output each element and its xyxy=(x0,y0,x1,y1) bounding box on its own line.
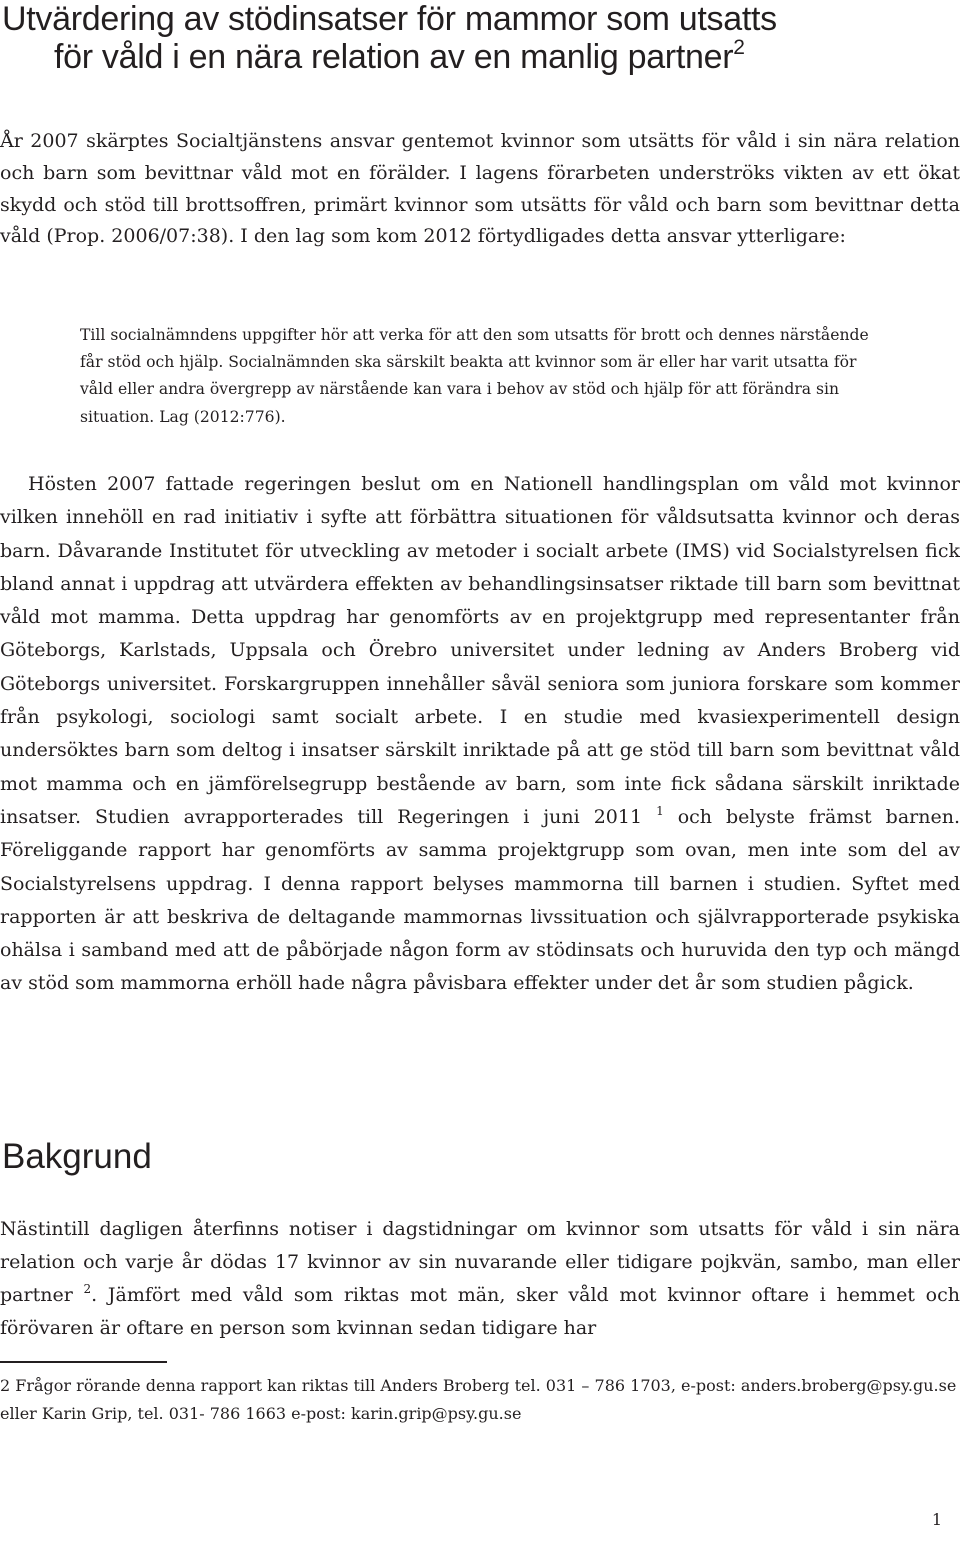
page-number: 1 xyxy=(931,1510,942,1529)
main-paragraph xyxy=(0,468,960,1001)
page-title xyxy=(0,0,960,76)
background-paragraph-text: Nästintill dagligen återfinns notiser i dagstidningar om kvinnor som utsatts för våld i sin nära relation och varje år dödas 17 kvinnor av sin nuvarande eller tidigare pojkvän, sambo, man eller partner xyxy=(0,1218,960,1306)
title-line-1: Utvärdering av stödinsatser för mammor som utsatts xyxy=(2,0,777,38)
title-line-2 xyxy=(0,38,960,76)
title-line-2-text: för våld i en nära relation av en manlig partner xyxy=(54,38,734,76)
footnote-divider xyxy=(0,1361,167,1363)
background-paragraph xyxy=(0,1213,960,1345)
footnote: 2 Frågor rörande denna rapport kan riktas till Anders Broberg tel. 031 – 786 1703, e-post: anders.broberg@psy.gu.se eller Karin Grip, tel. 031- 786 1663 e-post: karin.grip@psy.gu.se xyxy=(0,1376,957,1423)
section-heading-bakgrund: Bakgrund xyxy=(2,1137,152,1176)
footnote-ref-2: 2 xyxy=(83,1282,92,1296)
title-footnote-marker: 2 xyxy=(733,36,745,59)
block-quote: Till socialnämndens uppgifter hör att verka för att den som utsatts för brott och dennes närstående får stöd och hjälp. Socialnämnden ska särskilt beakta att kvinnor som är eller har varit utsatta för våld eller andra övergrepp av närstående kan vara i behov av stöd och hjälp för att förändra sin situation. Lag (2012:776). xyxy=(80,326,869,426)
main-paragraph-text: Hösten 2007 fattade regeringen beslut om en Nationell handlingsplan om våld mot kvinnor vilken innehöll en rad initiativ i syfte att förbättra situationen för våldsutsatta kvinnor och deras barn. Dåvarande Institutet för utveckling av metoder i socialt arbete (IMS) vid Socialstyrelsen fick bland annat i uppdrag att utvärdera effekten av behandlingsinsatser riktade till barn som bevittnat våld mot mamma. Detta uppdrag har genomförts av en projektgrupp med representanter från Göteborgs, Karlstads, Uppsala och Örebro universitet under ledning av Anders Broberg vid Göteborgs universitet. Forskargruppen innehåller såväl seniora som juniora forskare som kommer från psykologi, sociologi samt socialt arbete. I en studie med kvasiexperimentell design undersöktes barn som deltog i insatser särskilt inriktade på att ge stöd till barn som bevittnat våld mot mamma och en jämförelsegrupp bestående av barn, som inte fick sådana särskilt inriktade insatser. Studien avrapporterades till Regeringen i juni 2011 xyxy=(0,473,960,828)
footnote-ref-1: 1 xyxy=(656,803,664,818)
intro-paragraph: År 2007 skärptes Socialtjänstens ansvar gentemot kvinnor som utsätts för våld i sin nära relation och barn som bevittnar våld mot en förälder. I lagens förarbeten underströks vikten av ett ökat skydd och stöd till brottsoffren, primärt kvinnor som utsätts för våld och barn som bevittnar detta våld (Prop. 2006/07:38). I den lag som kom 2012 förtydligades detta ansvar ytterligare: xyxy=(0,130,960,248)
background-paragraph-text-cont: . Jämfört med våld som riktas mot män, sker våld mot kvinnor oftare i hemmet och förövaren är oftare en person som kvinnan sedan tidigare har xyxy=(0,1284,960,1339)
main-paragraph-text-cont: och belyste främst barnen. Föreliggande rapport har genomförts av samma projektgrupp som ovan, men inte som del av Socialstyrelsens uppdrag. I denna rapport belyses mammorna till barnen i studien. Syftet med rapporten är att beskriva de deltagande mammornas livssituation och självrapporterade psykiska ohälsa i samband med att de påbörjade någon form av stödinsats och huruvida den typ och mängd av stöd som mammorna erhöll hade några påvisbara effekter under det år som studien pågick. xyxy=(0,805,960,995)
